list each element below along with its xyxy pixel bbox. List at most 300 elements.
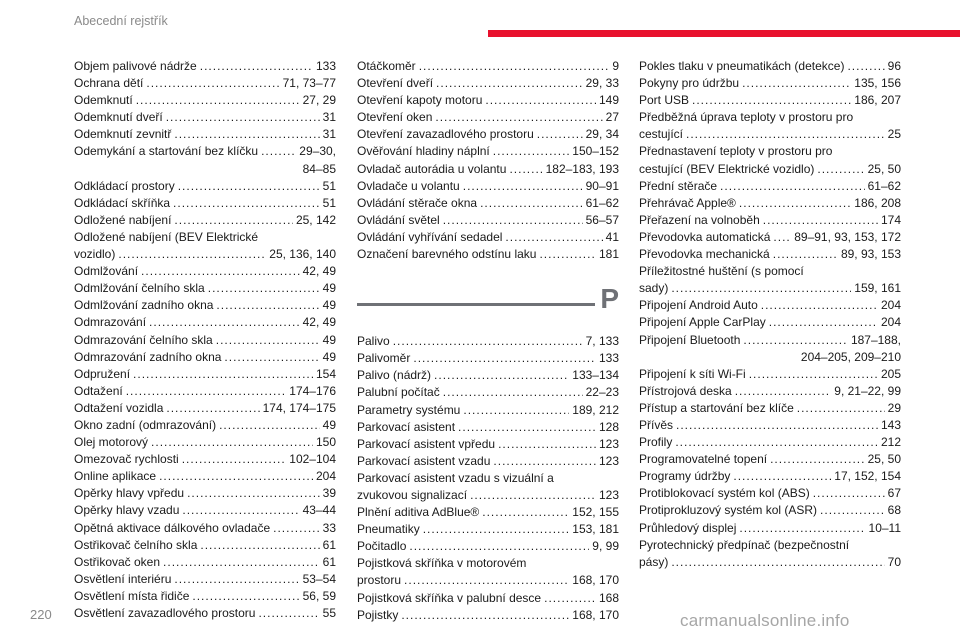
entry-pages: 41: [605, 229, 619, 244]
entry-pages: 154: [315, 366, 336, 381]
entry-pages: 168, 170: [572, 573, 619, 588]
entry-pages: 89, 93, 153: [840, 247, 901, 262]
dot-leader: [505, 229, 602, 246]
index-entry: [639, 383, 901, 400]
entry-pages: 168, 170: [572, 607, 619, 622]
entry-term: Připojení Apple CarPlay: [639, 315, 766, 330]
entry-pages: 150–152: [572, 144, 619, 159]
entry-term: Otevření oken: [357, 110, 433, 125]
entry-term: Ovládání světel: [357, 212, 440, 227]
dot-leader: [182, 451, 287, 468]
entry-term: Pokles tlaku v pneumatikách (detekce): [639, 59, 845, 73]
dot-leader: [200, 537, 319, 554]
entry-pages: 212: [880, 435, 901, 450]
entry-pages: 61–62: [867, 178, 901, 193]
dot-leader: [675, 434, 878, 451]
dot-leader: [126, 383, 287, 400]
index-group-o-end: [357, 58, 619, 263]
index-entry: [74, 332, 336, 349]
dot-leader: [409, 538, 589, 555]
entry-pages: 174, 174–175: [262, 400, 336, 415]
dot-leader: [733, 468, 831, 485]
index-entry: [639, 537, 901, 571]
dot-leader: [498, 436, 596, 453]
entry-term: Průhledový displej: [639, 520, 737, 535]
entry-pages: 29, 34: [585, 127, 619, 142]
entry-term: Ovládání vyhřívání sedadel: [357, 229, 503, 244]
entry-pages: 33: [322, 520, 336, 535]
entry-pages: 29, 33: [585, 76, 619, 91]
index-entry: [357, 75, 619, 92]
dot-leader: [163, 554, 320, 571]
index-column-2: [357, 58, 619, 624]
dot-leader: [261, 143, 296, 160]
dot-leader: [743, 332, 848, 349]
index-entry: [357, 333, 619, 350]
entry-term: Přístrojová deska: [639, 383, 732, 398]
dot-leader: [443, 212, 583, 229]
index-entry: [357, 161, 619, 178]
dot-leader: [273, 520, 320, 537]
index-entry: [74, 434, 336, 451]
entry-pages: 133: [598, 351, 619, 366]
entry-term: Palivoměr: [357, 351, 411, 366]
dot-leader: [434, 367, 569, 384]
index-column-1: [74, 58, 336, 622]
entry-pages: 123: [598, 436, 619, 451]
entry-term: Otevření zavazadlového prostoru: [357, 127, 534, 142]
index-entry: [74, 605, 336, 622]
entry-pages: 123: [598, 487, 619, 502]
index-entry: [74, 314, 336, 331]
entry-term: Okno zadní (odmrazování): [74, 417, 217, 432]
dot-leader: [219, 417, 320, 434]
entry-pages: 143: [880, 417, 901, 432]
entry-pages: 42, 49: [302, 315, 336, 330]
entry-term: Opětná aktivace dálkového ovladače: [74, 520, 271, 535]
index-entry: [357, 178, 619, 195]
index-column-3: [639, 58, 901, 571]
entry-pages: 181: [598, 247, 619, 262]
dot-leader: [539, 246, 596, 263]
entry-term: Opěrky hlavy vzadu: [74, 503, 180, 518]
entry-term: Osvětlení místa řidiče: [74, 588, 190, 603]
entry-term: Přední stěrače: [639, 178, 718, 193]
dot-leader: [773, 246, 838, 263]
dot-leader: [769, 314, 878, 331]
index-entry: [74, 58, 336, 75]
index-entry: [639, 417, 901, 434]
index-entry: [357, 470, 619, 504]
entry-pages: 10–11: [868, 520, 901, 535]
index-entry: [357, 109, 619, 126]
entry-pages: 7, 133: [585, 334, 619, 349]
dot-leader: [749, 366, 878, 383]
entry-term: Odmrazování zadního okna: [74, 349, 222, 364]
entry-pages: 27: [605, 110, 619, 125]
entry-pages: 31: [322, 127, 336, 142]
entry-term: Odemknutí: [74, 93, 133, 108]
index-entry: [74, 229, 336, 263]
entry-pages: 42, 49: [302, 264, 336, 279]
entry-term: Ověřování hladiny náplní: [357, 144, 490, 159]
entry-term: Přednastavení teploty v prostoru pro: [639, 144, 833, 159]
index-entry: [639, 58, 901, 75]
entry-pages: 71, 73–77: [282, 76, 336, 91]
index-entry: [74, 126, 336, 143]
entry-pages: 55: [322, 606, 336, 620]
dot-leader: [187, 485, 320, 502]
entry-term: Palivo: [357, 334, 390, 349]
entry-pages: 123: [598, 453, 619, 468]
entry-term: Odložené nabíjení: [74, 212, 172, 227]
index-entry: [74, 537, 336, 554]
dot-leader: [216, 297, 319, 314]
index-entry: [74, 143, 336, 177]
entry-pages: 29: [887, 400, 901, 415]
entry-term: Přeřazení na volnoběh: [639, 212, 760, 227]
dot-leader: [463, 178, 583, 195]
index-entry: [357, 555, 619, 589]
dot-leader: [141, 263, 300, 280]
header-title: Abecední rejstřík: [74, 14, 168, 28]
dot-leader: [544, 590, 596, 607]
entry-term: Odpružení: [74, 366, 131, 381]
dot-leader: [182, 502, 299, 519]
entry-term: Pojistková skříňka v palubní desce: [357, 590, 542, 605]
dot-leader: [423, 521, 570, 538]
entry-pages: 150: [315, 435, 336, 450]
header-accent-bar: [488, 30, 960, 37]
entry-pages: 149: [598, 93, 619, 108]
index-entry: [74, 366, 336, 383]
index-entry: [639, 366, 901, 383]
entry-pages: 204: [315, 469, 336, 484]
index-entry: [74, 263, 336, 280]
page-number: 220: [30, 607, 52, 622]
index-entry: [357, 367, 619, 384]
dot-leader: [174, 126, 319, 143]
dot-leader: [146, 75, 279, 92]
index-entry: [639, 109, 901, 143]
entry-term: Odmlžování čelního skla: [74, 281, 205, 296]
dot-leader: [174, 212, 293, 229]
index-entry: [639, 92, 901, 109]
entry-term: Odmrazování čelního skla: [74, 332, 213, 347]
dot-leader: [797, 400, 885, 417]
dot-leader: [258, 605, 319, 622]
index-entry: [639, 434, 901, 451]
entry-pages: 25: [887, 127, 901, 142]
entry-pages: 51: [322, 178, 336, 193]
index-entry: [639, 75, 901, 92]
index-entry: [74, 468, 336, 485]
entry-term: Odemknutí dveří: [74, 110, 163, 125]
entry-pages: 56, 59: [302, 588, 336, 603]
entry-term: Ostřikovač oken: [74, 554, 161, 569]
dot-leader: [133, 366, 313, 383]
dot-leader: [178, 178, 320, 195]
entry-pages: 31: [322, 110, 336, 125]
entry-pages: 56–57: [585, 212, 619, 227]
index-group-p: [357, 333, 619, 624]
dot-leader: [118, 246, 266, 263]
entry-pages: 189, 212: [572, 402, 619, 417]
dot-leader: [436, 75, 583, 92]
entry-pages: 29–30,: [299, 144, 336, 159]
entry-pages: 39: [322, 486, 336, 501]
letter-divider: [357, 303, 595, 306]
entry-pages: 49: [322, 417, 336, 432]
dot-leader: [671, 554, 884, 571]
entry-term: Pojistková skříňka v motorovém: [357, 556, 527, 571]
entry-term: Odtažení: [74, 383, 123, 398]
index-entry: [639, 400, 901, 417]
entry-term: Ovladače u volantu: [357, 178, 460, 193]
entry-term: Port USB: [639, 93, 690, 108]
index-entry: [639, 520, 901, 537]
entry-term: Převodovka mechanická: [639, 247, 770, 262]
entry-pages: 25, 136, 140: [269, 247, 336, 262]
index-entry: [74, 451, 336, 468]
index-entry: [357, 229, 619, 246]
entry-pages: 135, 156: [854, 76, 901, 91]
entry-pages: 187–188,: [850, 332, 901, 347]
entry-pages: 22–23: [585, 385, 619, 400]
entry-pages: 49: [322, 332, 336, 347]
entry-pages: 25, 50: [867, 452, 901, 467]
index-entry: [357, 212, 619, 229]
index-entry: [74, 178, 336, 195]
dot-leader: [742, 75, 851, 92]
index-entry: [357, 350, 619, 367]
index-entry: [639, 314, 901, 331]
index-entry: [74, 554, 336, 571]
dot-leader: [493, 143, 570, 160]
entry-term: Označení barevného odstínu laku: [357, 247, 537, 262]
entry-pages-continued: 204–205, 209–210: [800, 349, 901, 364]
dot-leader: [739, 520, 865, 537]
dot-leader: [763, 212, 878, 229]
index-entry: [357, 504, 619, 521]
entry-pages: 204: [880, 315, 901, 330]
entry-term: Parametry systému: [357, 402, 461, 417]
index-entry: [74, 297, 336, 314]
entry-term: Osvětlení interiéru: [74, 571, 172, 586]
dot-leader: [149, 314, 300, 331]
index-entry: [357, 195, 619, 212]
entry-term: Odmlžování: [74, 264, 139, 279]
entry-term: Online aplikace: [74, 469, 157, 484]
entry-term: Pojistky: [357, 607, 399, 622]
dot-leader: [686, 126, 885, 143]
entry-pages: 174: [880, 212, 901, 227]
dot-leader: [847, 58, 884, 75]
entry-term: Příležitostné huštění (s pomocí: [639, 264, 804, 279]
entry-pages: 102–104: [289, 452, 336, 467]
dot-leader: [817, 161, 864, 178]
index-entry: [357, 143, 619, 160]
entry-pages: 186, 207: [854, 93, 901, 108]
entry-pages: 186, 208: [854, 195, 901, 210]
entry-term: Protiprokluzový systém kol (ASR): [639, 503, 818, 518]
entry-pages-continued: 84–85: [302, 161, 336, 176]
letter-label: P: [600, 283, 619, 315]
entry-term: Parkovací asistent vpředu: [357, 436, 496, 451]
entry-term: prostoru: [357, 573, 402, 588]
dot-leader: [419, 58, 610, 75]
entry-term: Připojení k síti Wi-Fi: [639, 366, 746, 381]
dot-leader: [720, 178, 865, 195]
index-entry: [74, 92, 336, 109]
entry-term: Programovatelné topení: [639, 452, 768, 467]
entry-pages: 51: [322, 195, 336, 210]
index-entry: [639, 143, 901, 177]
entry-term: Parkovací asistent vzadu: [357, 453, 491, 468]
entry-term: Odemykání a startování bez klíčku: [74, 144, 259, 159]
dot-leader: [739, 195, 851, 212]
entry-term: Pneumatiky: [357, 522, 420, 537]
dot-leader: [482, 504, 569, 521]
index-entry: [357, 402, 619, 419]
index-entry: [639, 178, 901, 195]
dot-leader: [166, 400, 259, 417]
entry-term: Odtažení vozidla: [74, 400, 164, 415]
entry-pages: 152, 155: [572, 505, 619, 520]
entry-pages: 53–54: [302, 571, 336, 586]
index-entry: [357, 436, 619, 453]
dot-leader: [159, 468, 313, 485]
entry-term: Počitadlo: [357, 539, 407, 554]
entry-pages: 133: [315, 59, 336, 73]
index-entry: [74, 195, 336, 212]
dot-leader: [676, 417, 878, 434]
dot-leader: [151, 434, 313, 451]
index-entry: [74, 571, 336, 588]
entry-pages: 43–44: [302, 503, 336, 518]
index-entry: [357, 419, 619, 436]
entry-pages: 49: [322, 349, 336, 364]
entry-pages: 204: [880, 298, 901, 313]
index-entry: [74, 109, 336, 126]
entry-term: Profily: [639, 435, 673, 450]
index-entry: [639, 297, 901, 314]
entry-term: Pokyny pro údržbu: [639, 76, 740, 91]
entry-pages: 128: [598, 419, 619, 434]
index-entry: [357, 590, 619, 607]
index-entry: [74, 75, 336, 92]
dot-leader: [401, 607, 569, 624]
index-entry: [639, 451, 901, 468]
entry-term: Ostřikovač čelního skla: [74, 537, 198, 552]
index-entry: [357, 538, 619, 555]
dot-leader: [173, 195, 320, 212]
entry-pages: 27, 29: [302, 93, 336, 108]
entry-term: Připojení Bluetooth: [639, 332, 741, 347]
dot-leader: [413, 350, 596, 367]
entry-pages: 25, 50: [867, 161, 901, 176]
dot-leader: [435, 109, 602, 126]
dot-leader: [813, 485, 885, 502]
entry-pages: 168: [598, 590, 619, 605]
index-entry: [74, 520, 336, 537]
entry-pages: 61: [322, 554, 336, 569]
index-entry: [74, 212, 336, 229]
entry-pages: 90–91: [585, 178, 619, 193]
entry-term: Přehrávač Apple®: [639, 195, 736, 210]
entry-pages: 153, 181: [572, 522, 619, 537]
entry-term: Palubní počítač: [357, 385, 440, 400]
dot-leader: [208, 280, 320, 297]
dot-leader: [458, 419, 596, 436]
entry-term: Parkovací asistent: [357, 419, 456, 434]
index-entry: [74, 400, 336, 417]
entry-pages: 205: [880, 366, 901, 381]
index-entry: [357, 246, 619, 263]
entry-term: Otáčkoměr: [357, 59, 416, 73]
entry-term: Otevření dveří: [357, 76, 434, 91]
entry-term: Přístup a startování bez klíče: [639, 400, 794, 415]
dot-leader: [136, 92, 300, 109]
entry-term: Omezovač rychlosti: [74, 452, 179, 467]
entry-term: cestující: [639, 127, 684, 142]
index-entry: [639, 502, 901, 519]
dot-leader: [480, 195, 583, 212]
index-entry: [74, 417, 336, 434]
index-entry: [639, 212, 901, 229]
index-entry: [74, 502, 336, 519]
index-entry: [357, 384, 619, 401]
dot-leader: [443, 384, 583, 401]
entry-term: Osvětlení zavazadlového prostoru: [74, 606, 256, 620]
dot-leader: [692, 92, 851, 109]
entry-term: vozidlo): [74, 247, 116, 262]
entry-pages: 9, 99: [592, 539, 619, 554]
dot-leader: [404, 572, 569, 589]
dot-leader: [671, 280, 851, 297]
dot-leader: [216, 332, 320, 349]
entry-term: Přívěs: [639, 417, 674, 432]
entry-term: Otevření kapoty motoru: [357, 93, 483, 108]
index-entry: [74, 349, 336, 366]
dot-leader: [224, 349, 319, 366]
entry-term: Objem palivové nádrže: [74, 59, 197, 73]
entry-term: Ovladač autorádia u volantu: [357, 161, 507, 176]
dot-leader: [174, 571, 299, 588]
dot-leader: [192, 588, 299, 605]
index-entry: [74, 588, 336, 605]
index-entry: [357, 607, 619, 624]
entry-term: Opěrky hlavy vpředu: [74, 486, 185, 501]
dot-leader: [200, 58, 313, 75]
index-entry: [639, 246, 901, 263]
index-entry: [357, 126, 619, 143]
index-entry: [639, 229, 901, 246]
entry-term: Odemknutí zevnitř: [74, 127, 172, 142]
entry-term: Odmrazování: [74, 315, 147, 330]
dot-leader: [770, 451, 865, 468]
index-entry: [639, 195, 901, 212]
index-entry: [639, 263, 901, 297]
dot-leader: [537, 126, 583, 143]
dot-leader: [166, 109, 320, 126]
entry-term: Odmlžování zadního okna: [74, 298, 214, 313]
dot-leader: [463, 402, 569, 419]
entry-pages: 159, 161: [854, 281, 901, 296]
entry-term: zvukovou signalizací: [357, 487, 468, 502]
entry-pages: 17, 152, 154: [834, 469, 901, 484]
entry-term: pásy): [639, 554, 669, 569]
